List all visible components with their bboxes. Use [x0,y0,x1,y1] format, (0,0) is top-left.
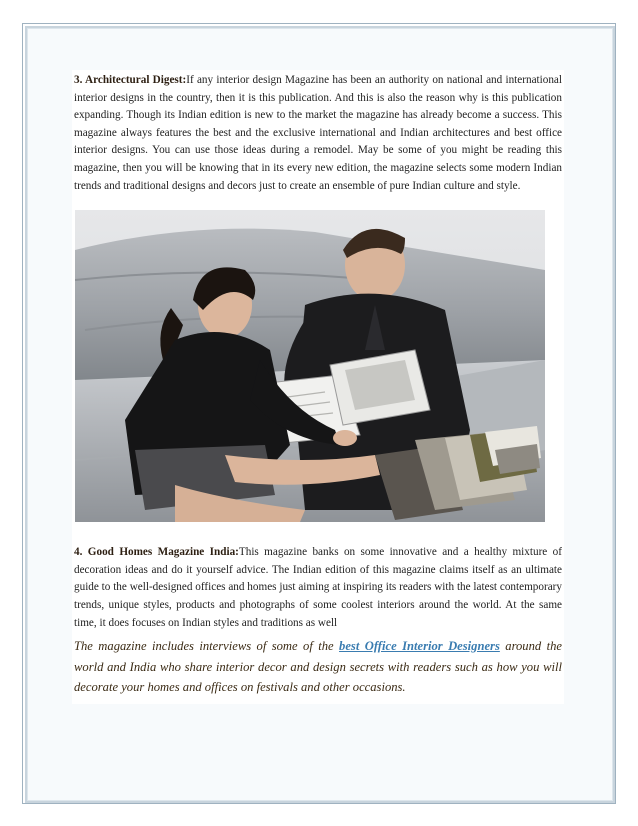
closing-text-before: The magazine includes interviews of some of the [74,639,340,654]
designers-reviewing-samples-photo [75,210,545,522]
section-body: This magazine banks on some innovative and a healthy mixture of decoration ideas and do it yourself advice. The Indian edition of this magazine claims itself as an ultimate guide to the well-designed offices and homes just aiming at inspiring its readers with the latest contemporary trends, unique styles, products and photographs of some coolest interiors around the world. At the same time, it does focuses on Indian styles and traditions as well [74,546,562,629]
closing-text-after: around the world and India who share interior decor and design secrets with readers such as how you will decorate your homes and offices on festivals and other occasions. [74,639,562,695]
office-interior-designers-link[interactable]: best Office Interior Designers [339,639,500,654]
section-heading: 4. Good Homes Magazine India: [74,546,239,559]
section-body: If any interior design Magazine has been an authority on national and international interior designs in the country, then it is this publication. And this is also the reason why is this publication expanding. Though its Indian edition is new to the market the magazine has already become a success. This magazine always features the best and the exclusive international and Indian architectures and best office interior designs. You can use those ideas during a remodel. May be some of you might be reading this magazine, then you will be knowing that in its every new edition, the magazine selects some modern Indian trends and traditional designs and decors just to create an ensemble of pure Indian culture and style. [74,74,563,192]
document-content [72,70,564,704]
section-heading: 3. Architectural Digest: [74,74,187,86]
section-architectural-digest [72,70,564,195]
closing-paragraph [72,636,564,704]
section-good-homes [72,542,564,632]
